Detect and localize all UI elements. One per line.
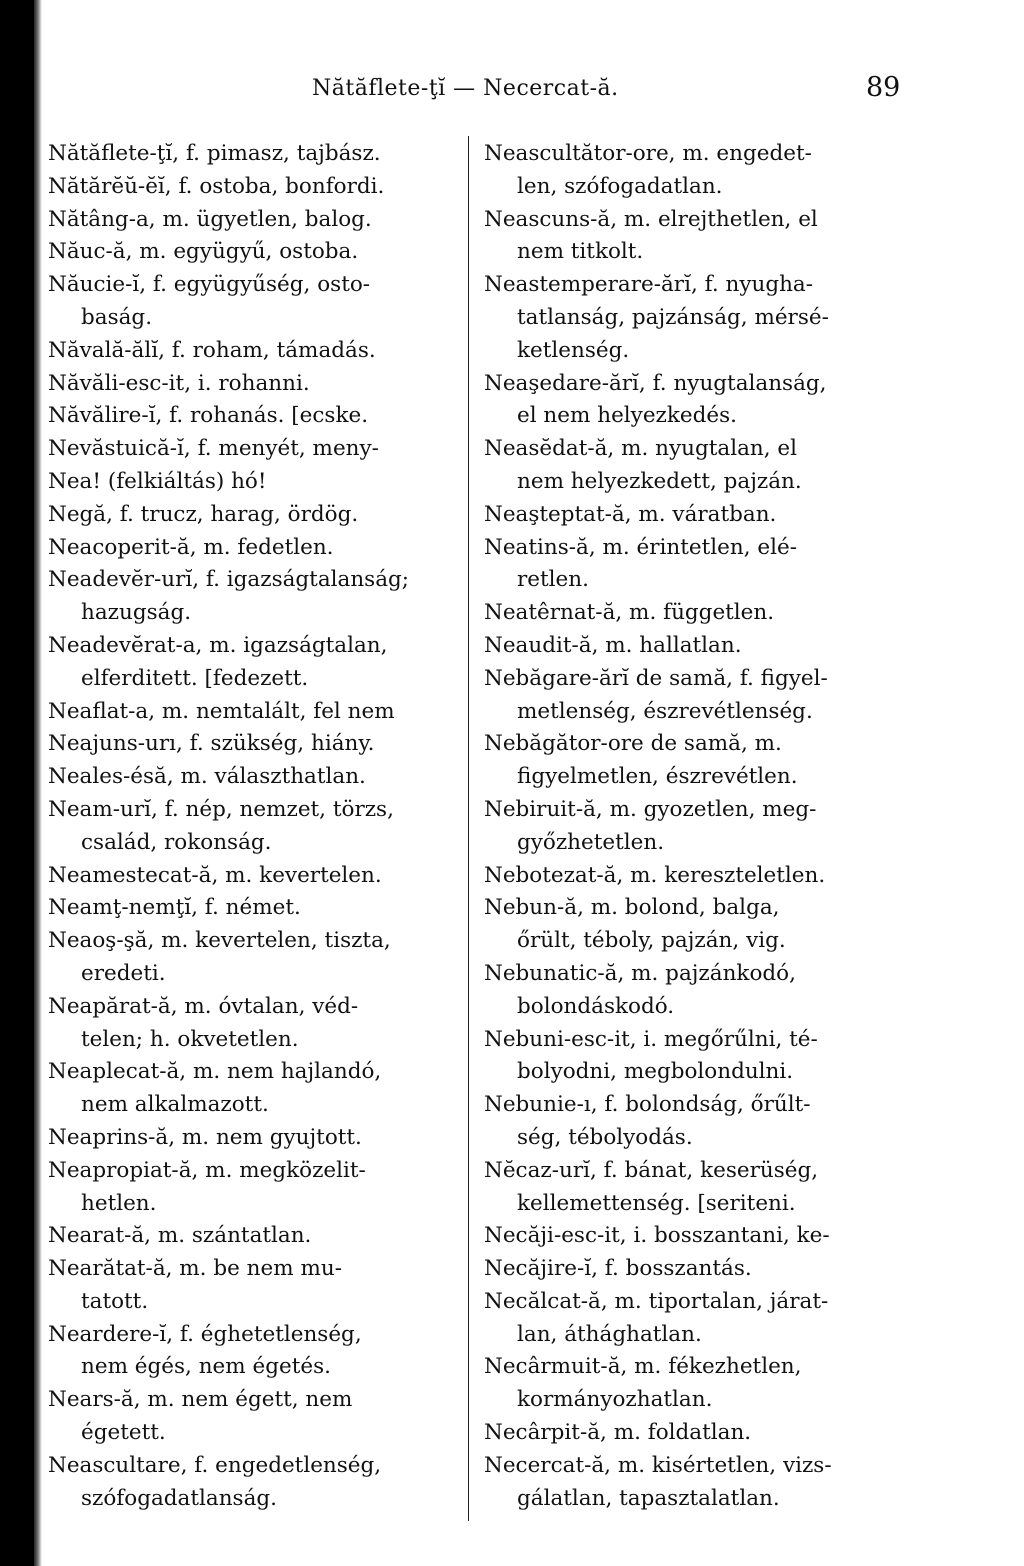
entry-headline: Nebăgare-ărĭ de samă, f. figyel- xyxy=(484,665,828,691)
entry-headline: Năvăli-esc-it, i. rohanni. xyxy=(48,370,310,396)
entry-headline: Neaplecat-ă, m. nem hajlandó, xyxy=(48,1059,382,1085)
dictionary-entry xyxy=(484,1417,904,1450)
entry-headline: Neascultător-ore, m. engedet- xyxy=(484,141,812,166)
entry-continuation: baság. xyxy=(81,304,153,330)
entry-headline: Neardere-ĭ, f. éghetetlenség, xyxy=(48,1321,362,1347)
entry-headline: Neadevĕrat-a, m. igazságtalan, xyxy=(48,632,388,658)
entry-headline: Neales-ésă, m. választhatlan. xyxy=(48,764,366,790)
entry-headline: Neacoperit-ă, m. fedetlen. xyxy=(48,534,334,560)
dictionary-entry xyxy=(484,1220,904,1253)
entry-headline: Năuc-ă, m. együgyű, ostoba. xyxy=(48,239,359,265)
entry-headline: Neaudit-ă, m. hallatlan. xyxy=(484,632,742,658)
entry-continuation: telen; h. okvetetlen. xyxy=(81,1026,299,1052)
dictionary-entry xyxy=(484,630,904,663)
dictionary-entry xyxy=(48,1122,468,1155)
entry-headline: Nears-ă, m. nem égett, nem xyxy=(48,1387,353,1413)
entry-continuation: nem titkolt. xyxy=(517,239,644,265)
entry-continuation: bolyodni, megbolondulni. xyxy=(517,1059,794,1085)
entry-headline: Necârpit-ă, m. foldatlan. xyxy=(484,1420,752,1446)
dictionary-entry xyxy=(48,892,468,925)
dictionary-entry xyxy=(48,794,468,860)
entry-headline: Necârmuit-ă, m. fékezhetlen, xyxy=(484,1354,802,1380)
dictionary-entry xyxy=(48,171,468,204)
entry-headline: Nebăgător-ore de samă, m. xyxy=(484,731,782,757)
entry-continuation: el nem helyezkedés. xyxy=(517,403,737,429)
dictionary-entry xyxy=(48,499,468,532)
entry-headline: Nebunie-ı, f. bolondság, őrűlt- xyxy=(484,1092,811,1118)
entry-headline: Neascuns-ă, m. elrejthetlen, el xyxy=(484,206,818,232)
dictionary-entry xyxy=(484,138,904,204)
dictionary-entry xyxy=(48,728,468,761)
dictionary-entry xyxy=(48,236,468,269)
dictionary-entry xyxy=(48,466,468,499)
entry-continuation: őrült, téboly, pajzán, vig. xyxy=(517,928,786,954)
entry-continuation: nem helyezkedett, pajzán. xyxy=(517,468,802,494)
dictionary-entry xyxy=(48,269,468,335)
entry-headline: Neaprins-ă, m. nem gyujtott. xyxy=(48,1124,362,1150)
dictionary-entry xyxy=(48,991,468,1057)
entry-headline: Neam-urĭ, f. nép, nemzet, törzs, xyxy=(48,796,394,822)
entry-continuation: nem alkalmazott. xyxy=(81,1092,269,1118)
dictionary-entry xyxy=(484,1351,904,1417)
dictionary-entry xyxy=(484,433,904,499)
dictionary-entry xyxy=(48,433,468,466)
dictionary-entry xyxy=(48,1155,468,1221)
entry-continuation: ketlenség. xyxy=(517,337,630,363)
dictionary-entry xyxy=(484,1155,904,1221)
entry-headline: Neaşedare-ărĭ, f. nyugtalanság, xyxy=(484,370,827,396)
entry-continuation: nem égés, nem égetés. xyxy=(81,1354,331,1380)
binding-shadow xyxy=(0,0,34,1566)
dictionary-entry xyxy=(48,1450,468,1516)
page-header xyxy=(0,70,1024,110)
entry-headline: Neascultare, f. engedetlenség, xyxy=(48,1452,382,1478)
entry-headline: Neaflat-a, m. nemtalált, fel nem xyxy=(48,698,395,724)
dictionary-entry xyxy=(48,1384,468,1450)
dictionary-entry xyxy=(484,1024,904,1090)
entry-continuation: hetlen. xyxy=(81,1190,157,1216)
entry-headline: Nebuni-esc-it, i. megőrűlni, té- xyxy=(484,1026,818,1052)
dictionary-entry xyxy=(48,696,468,729)
dictionary-entry xyxy=(484,663,904,729)
entry-headline: Neatêrnat-ă, m. független. xyxy=(484,600,775,626)
binding-edge xyxy=(34,0,42,1566)
dictionary-entry xyxy=(48,138,468,171)
entry-headline: Neamestecat-ă, m. kevertelen. xyxy=(48,862,382,888)
dictionary-entry xyxy=(48,335,468,368)
dictionary-entry xyxy=(484,1253,904,1286)
entry-headline: Necălcat-ă, m. tiportalan, járat- xyxy=(484,1288,829,1314)
entry-headline: Nea! (felkiáltás) hó! xyxy=(48,468,267,494)
dictionary-entry xyxy=(484,1450,904,1516)
entry-continuation: lan, áthághatlan. xyxy=(517,1321,702,1347)
entry-continuation: bolondáskodó. xyxy=(517,993,675,1019)
entry-continuation: figyelmetlen, észrevétlen. xyxy=(517,764,798,790)
dictionary-entry xyxy=(48,1056,468,1122)
entry-headline: Neamţ-nemţĭ, f. német. xyxy=(48,895,301,921)
entry-headline: Nătărĕŭ-ĕĭ, f. ostoba, bonfordi. xyxy=(48,173,385,199)
page-number: 89 xyxy=(866,72,901,103)
entry-headline: Năvălire-ĭ, f. rohanás. [ecske. xyxy=(48,403,369,429)
entry-headline: Neastemperare-ărĭ, f. nyugha- xyxy=(484,272,814,298)
dictionary-entry xyxy=(484,1286,904,1352)
dictionary-entry xyxy=(48,1319,468,1385)
dictionary-entry xyxy=(48,860,468,893)
entry-continuation: kormányozhatlan. xyxy=(517,1387,713,1413)
dictionary-entry xyxy=(48,564,468,630)
entry-headline: Nĕcaz-urĭ, f. bánat, keserüség, xyxy=(484,1157,819,1183)
dictionary-entry xyxy=(48,368,468,401)
entry-continuation: kellemettenség. [seriteni. xyxy=(517,1190,796,1216)
entry-headline: Necăjire-ĭ, f. bosszantás. xyxy=(484,1256,752,1282)
dictionary-entry xyxy=(484,892,904,958)
dictionary-entry xyxy=(484,860,904,893)
entry-headline: Negă, f. trucz, harag, ördög. xyxy=(48,501,359,527)
dictionary-entry xyxy=(484,269,904,367)
dictionary-entry xyxy=(48,532,468,565)
dictionary-entry xyxy=(48,925,468,991)
dictionary-entry xyxy=(484,1089,904,1155)
entry-headline: Neapărat-ă, m. óvtalan, véd- xyxy=(48,993,359,1019)
dictionary-entry xyxy=(48,1253,468,1319)
entry-headline: Nătăflete-ţĭ, f. pimasz, tajbász. xyxy=(48,141,381,166)
dictionary-entry xyxy=(484,204,904,270)
entry-headline: Necăji-esc-it, i. bosszantani, ke- xyxy=(484,1223,830,1249)
entry-continuation: retlen. xyxy=(517,567,589,593)
entry-headline: Nebun-ă, m. bolond, balga, xyxy=(484,895,780,921)
entry-continuation: metlenség, észrevétlenség. xyxy=(517,698,813,724)
entry-headline: Neasĕdat-ă, m. nyugtalan, el xyxy=(484,436,798,462)
dictionary-entry xyxy=(484,728,904,794)
entry-headline: Nebotezat-ă, m. kereszteletlen. xyxy=(484,862,826,888)
entry-continuation: hazugság. xyxy=(81,600,192,626)
dictionary-entry xyxy=(48,630,468,696)
entry-continuation: győzhetetlen. xyxy=(517,829,665,855)
entry-headline: Nearat-ă, m. szántatlan. xyxy=(48,1223,312,1249)
entry-headline: Nevăstuică-ĭ, f. menyét, meny- xyxy=(48,436,379,462)
entry-headline: Nebunatic-ă, m. pajzánkodó, xyxy=(484,960,796,986)
entry-continuation: gálatlan, tapasztalatlan. xyxy=(517,1485,780,1511)
entry-continuation: tatott. xyxy=(81,1288,149,1314)
entry-headline: Neatins-ă, m. érintetlen, elé- xyxy=(484,534,797,560)
entry-headline: Năvală-ălĭ, f. roham, támadás. xyxy=(48,337,376,363)
entry-headline: Neadevĕr-urĭ, f. igazságtalanság; xyxy=(48,567,410,593)
entry-continuation: égetett. xyxy=(81,1420,166,1446)
entry-continuation: tatlanság, pajzánság, mérsé- xyxy=(517,304,829,330)
dictionary-entry xyxy=(484,499,904,532)
left-column xyxy=(48,138,468,1515)
dictionary-entry xyxy=(484,958,904,1024)
right-column xyxy=(484,138,904,1515)
entry-headline: Necercat-ă, m. kisértetlen, vizs- xyxy=(484,1452,832,1478)
dictionary-entry xyxy=(48,761,468,794)
entry-continuation: ség, tébolyodás. xyxy=(517,1124,693,1150)
entry-continuation: elferditett. [fedezett. xyxy=(81,665,309,691)
dictionary-entry xyxy=(48,1220,468,1253)
entry-headline: Neapropiat-ă, m. megközelit- xyxy=(48,1157,366,1183)
column-divider xyxy=(468,136,469,1521)
entry-continuation: len, szófogadatlan. xyxy=(517,173,723,199)
dictionary-entry xyxy=(48,400,468,433)
entry-headline: Năucie-ĭ, f. együgyűség, osto- xyxy=(48,272,371,298)
entry-headline: Nearătat-ă, m. be nem mu- xyxy=(48,1256,342,1282)
entry-continuation: eredeti. xyxy=(81,960,166,986)
entry-continuation: család, rokonság. xyxy=(81,829,272,855)
dictionary-entry xyxy=(484,794,904,860)
entry-headline: Neaşteptat-ă, m. váratban. xyxy=(484,501,777,527)
dictionary-entry xyxy=(48,204,468,237)
entry-headline: Neaoş-şă, m. kevertelen, tiszta, xyxy=(48,928,391,954)
dictionary-entry xyxy=(484,597,904,630)
dictionary-entry xyxy=(484,532,904,598)
entry-headline: Neajuns-urı, f. szükség, hiány. xyxy=(48,731,375,757)
entry-headline: Nebiruit-ă, m. gyozetlen, meg- xyxy=(484,796,817,822)
running-title: Nătăflete-ţĭ — Necercat-ă. xyxy=(312,76,619,101)
dictionary-entry xyxy=(484,368,904,434)
entry-continuation: szófogadatlanság. xyxy=(81,1485,277,1511)
entry-headline: Nătâng-a, m. ügyetlen, balog. xyxy=(48,206,372,232)
